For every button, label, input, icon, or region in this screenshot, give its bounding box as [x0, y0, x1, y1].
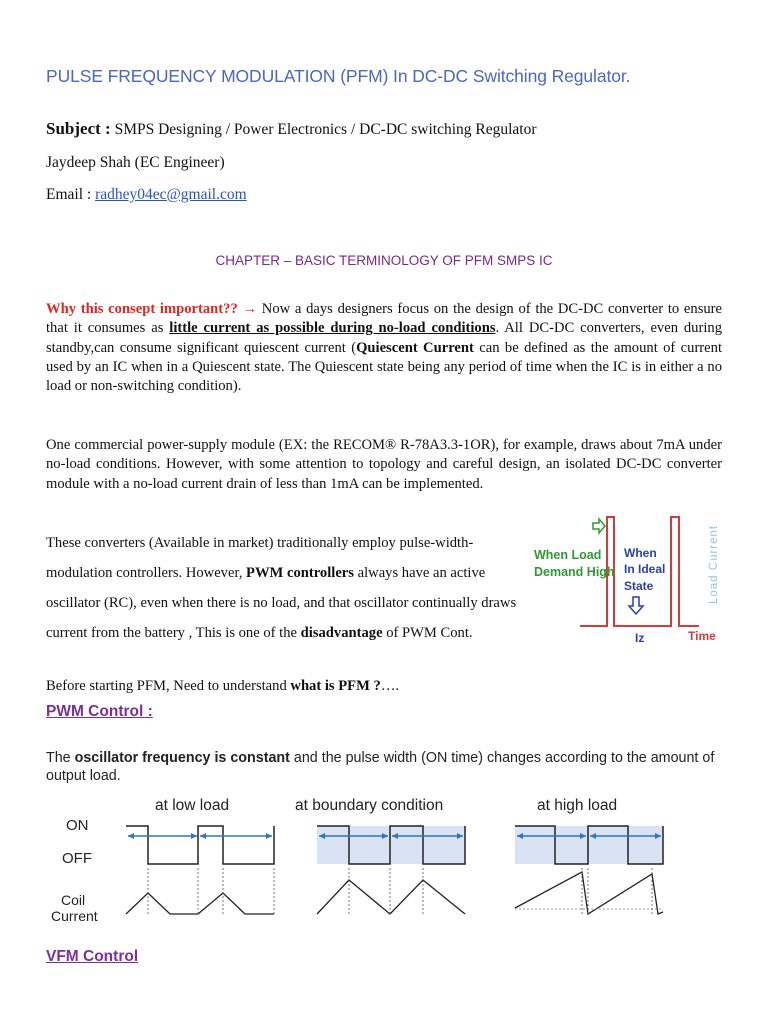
- in-ideal-label: In Ideal: [624, 562, 666, 576]
- why-emphasis: little current as possible during no-load conditions: [169, 320, 496, 337]
- boundary-label: at boundary condition: [295, 797, 444, 814]
- low-load-label: at low load: [155, 797, 230, 814]
- converters-paragraph: [46, 528, 536, 648]
- converters-text-3: of PWM Cont.: [382, 625, 473, 641]
- why-quiescent-term: Quiescent Current: [356, 339, 474, 356]
- email-link[interactable]: radhey04ec@gmail.com: [95, 186, 247, 203]
- vfm-control-heading: VFM Control: [46, 948, 139, 965]
- why-text-1: Now a days designers focus on the design of the DC-DC converter to ensure that it consumes as: [46, 301, 723, 337]
- arrow-right-icon: [593, 519, 605, 533]
- when-label: When: [624, 546, 657, 560]
- load-current-axis-label: Load Current: [708, 524, 720, 604]
- before-line: [46, 676, 399, 696]
- converters-text-1: These converters (Available in market) traditionally employ pulse-width-modulation controllers. However,: [46, 535, 474, 581]
- before-emphasis: what is PFM ?: [290, 678, 381, 694]
- boundary-shade: [317, 826, 465, 864]
- author-line: Jaydeep Shah (EC Engineer): [46, 154, 225, 171]
- converters-text-2: always have an active oscillator (RC), even when there is no load, and that oscillator continually draws current from the battery , This is one of the: [46, 565, 517, 641]
- oscillator-paragraph: [46, 749, 736, 785]
- why-text-3: can be defined as the amount of current used by an IC when in a Quiescent state. The Quiescent state being any period of time when the IC is in either a no load or non-switching condition).: [46, 339, 722, 395]
- arrow-right-icon: →: [237, 301, 262, 317]
- osc-emphasis: oscillator frequency is constant: [74, 750, 290, 766]
- pwm-control-heading: PWM Control :: [46, 703, 153, 720]
- osc-text-1: The: [46, 750, 75, 766]
- low-load-waveform: [126, 826, 274, 916]
- email-line: [46, 185, 247, 205]
- why-question: Why this consept important??: [46, 301, 238, 317]
- recom-paragraph: One commercial power-supply module (EX: the RECOM® R-78A3.3-1OR), for example, draws about 7mA under no-load conditions. However, with some attention to topology and careful design, an isolated DC-DC converter module with a no-load current drain of less than 1mA can be implemented.: [46, 437, 722, 492]
- load-current-diagram: [525, 508, 725, 648]
- state-label: State: [624, 579, 654, 593]
- high-load-label: at high load: [537, 797, 618, 814]
- document-title: PULSE FREQUENCY MODULATION (PFM) In DC-DC Switching Regulator.: [46, 66, 631, 86]
- converters-disadvantage: disadvantage: [300, 625, 383, 641]
- iz-label: Iz: [635, 631, 645, 645]
- pwm-waveform-diagram: [40, 790, 666, 930]
- email-label: Email :: [46, 186, 96, 203]
- on-label: ON: [66, 817, 89, 834]
- current-label: Current: [51, 908, 98, 924]
- why-text-2: . All DC-DC converters, even during standby,can consume significant quiescent current (: [46, 320, 722, 356]
- subject-label: Subject :: [46, 119, 111, 138]
- osc-text-2: and the pulse width (ON time) changes according to the amount of output load.: [46, 750, 715, 784]
- before-text: Before starting PFM, Need to understand: [46, 678, 291, 694]
- coil-label: Coil: [61, 892, 86, 908]
- time-label: Time: [688, 629, 716, 643]
- converters-pwm-term: PWM controllers: [246, 565, 354, 581]
- when-load-label: When Load: [534, 548, 602, 562]
- high-load-shade: [515, 826, 663, 864]
- subject-line: [46, 119, 537, 140]
- chapter-heading: CHAPTER – BASIC TERMINOLOGY OF PFM SMPS IC: [215, 253, 553, 268]
- demand-high-label: Demand High: [534, 565, 615, 579]
- before-ellipsis: ….: [380, 678, 400, 694]
- why-paragraph: [46, 300, 722, 396]
- arrow-down-icon: [629, 597, 643, 614]
- off-label: OFF: [62, 850, 92, 867]
- subject-value: SMPS Designing / Power Electronics / DC-DC switching Regulator: [110, 121, 537, 138]
